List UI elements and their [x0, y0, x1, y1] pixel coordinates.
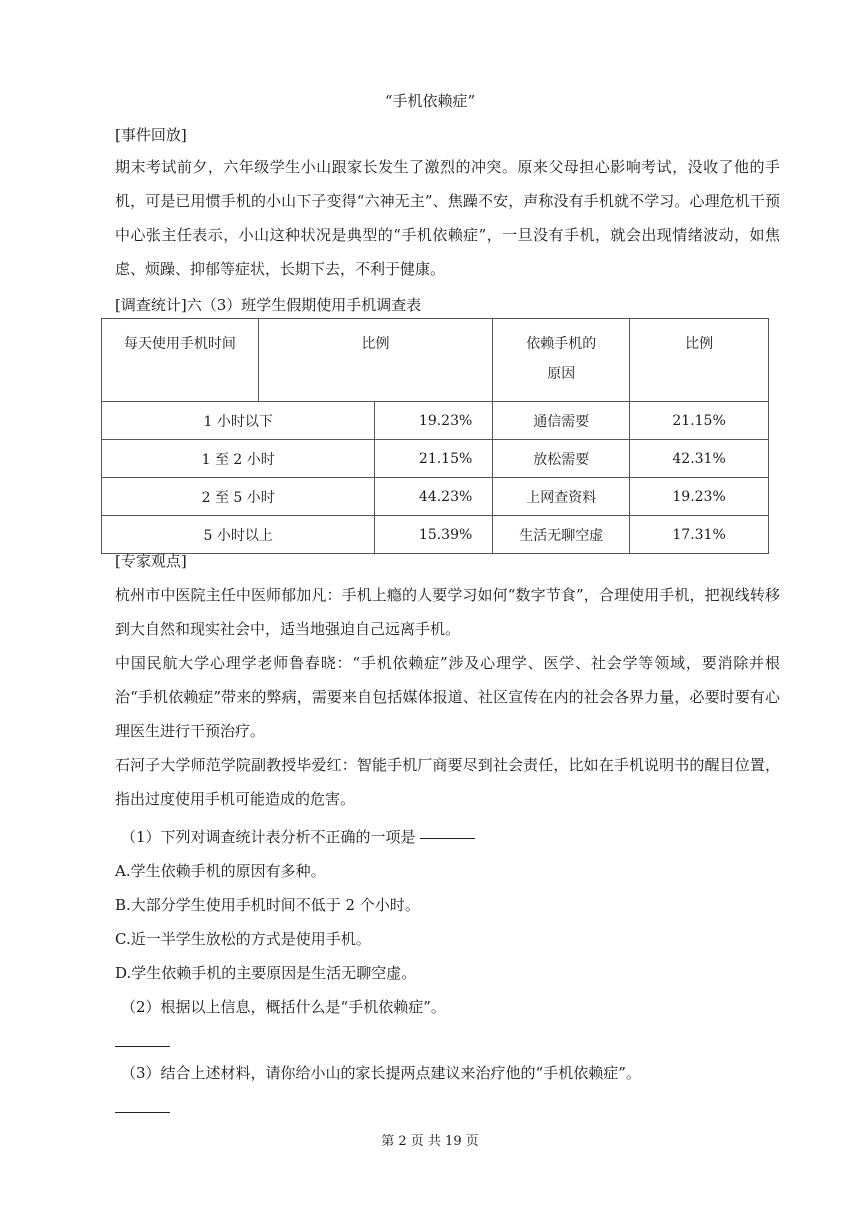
expert-opinion-1: 杭州市中医院主任中医师郁加凡：手机上瘾的人要学习如何“数字节食”，合理使用手机，把视线转移到大自然和现实社会中，适当地强迫自己远离手机。 — [115, 586, 780, 638]
reason-cell: 放松需要 — [493, 440, 630, 478]
expert-opinion-2: 中国民航大学心理学老师鲁春晓：“手机依赖症”涉及心理学、医学、社会学等领域，要消除并根治“手机依赖症”带来的弊病，需要来自包括媒体报道、社区宣传在内的社会各界力量，必要时要有心理医生进行干预治疗。 — [115, 654, 780, 740]
usage-ratio-cell: 19.23% — [375, 402, 493, 440]
usage-ratio-cell: 15.39% — [375, 516, 493, 554]
event-paragraph: 期末考试前夕，六年级学生小山跟家长发生了激烈的冲突。原来父母担心影响考试，没收了他的手机，可是已用惯手机的小山下子变得“六神无主”、焦躁不安，声称没有手机就不学习。心理危机干预中心张主任表示，小山这种状况是典型的“手机依赖症”，一旦没有手机，就会出现情绪波动，如焦虑、烦躁、抑郁等症状，长期下去，不利于健康。 — [115, 158, 780, 278]
section-event-heading: [事件回放] — [115, 126, 187, 144]
header-ratio-1: 比例 — [258, 319, 493, 402]
question-3: （3）结合上述材料，请你给小山的家长提两点建议来治疗他的“手机依赖症”。 — [121, 1064, 641, 1082]
option-d: D.学生依赖手机的主要原因是生活无聊空虚。 — [115, 964, 417, 982]
section-expert-heading: [专家观点] — [115, 552, 187, 570]
reason-ratio-cell: 21.15% — [630, 402, 769, 440]
option-c: C.近一半学生放松的方式是使用手机。 — [115, 930, 371, 948]
section-survey-heading: [调查统计]六（3）班学生假期使用手机调查表 — [115, 296, 422, 314]
header-ratio-2: 比例 — [630, 319, 769, 402]
answer-blank-2[interactable] — [115, 1036, 780, 1054]
table-header-row — [102, 319, 769, 402]
usage-ratio-cell: 44.23% — [375, 478, 493, 516]
usage-time-cell: 5 小时以上 — [102, 516, 375, 554]
option-a: A.学生依赖手机的原因有多种。 — [115, 862, 326, 880]
reason-cell: 通信需要 — [493, 402, 630, 440]
article-title: “手机依赖症” — [384, 92, 476, 110]
reason-cell: 上网查资料 — [493, 478, 630, 516]
reason-ratio-cell: 19.23% — [630, 478, 769, 516]
usage-ratio-cell: 21.15% — [375, 440, 493, 478]
answer-blank-3[interactable] — [115, 1102, 780, 1120]
table-row — [102, 402, 769, 440]
question-1 — [121, 826, 786, 847]
reason-ratio-cell: 42.31% — [630, 440, 769, 478]
page-number-footer: 第 2 页 共 19 页 — [381, 1134, 479, 1149]
survey-table — [101, 318, 769, 554]
option-b: B.大部分学生使用手机时间不低于 2 个小时。 — [115, 896, 420, 914]
usage-time-cell: 1 至 2 小时 — [102, 440, 375, 478]
usage-time-cell: 1 小时以下 — [102, 402, 375, 440]
answer-blank-1[interactable] — [420, 837, 475, 839]
reason-cell: 生活无聊空虚 — [493, 516, 630, 554]
usage-time-cell: 2 至 5 小时 — [102, 478, 375, 516]
table-row — [102, 440, 769, 478]
table-row — [102, 516, 769, 554]
header-usage-time: 每天使用手机时间 — [102, 319, 259, 402]
question-2: （2）根据以上信息，概括什么是“手机依赖症”。 — [121, 998, 446, 1016]
question-1-text: （1）下列对调查统计表分析不正确的一项是 — [121, 828, 416, 846]
header-reason: 依赖手机的原因 — [493, 319, 630, 402]
expert-opinion-3: 石河子大学师范学院副教授毕爱红：智能手机厂商要尽到社会责任，比如在手机说明书的醒目位置，指出过度使用手机可能造成的危害。 — [115, 756, 780, 808]
reason-ratio-cell: 17.31% — [630, 516, 769, 554]
table-row — [102, 478, 769, 516]
